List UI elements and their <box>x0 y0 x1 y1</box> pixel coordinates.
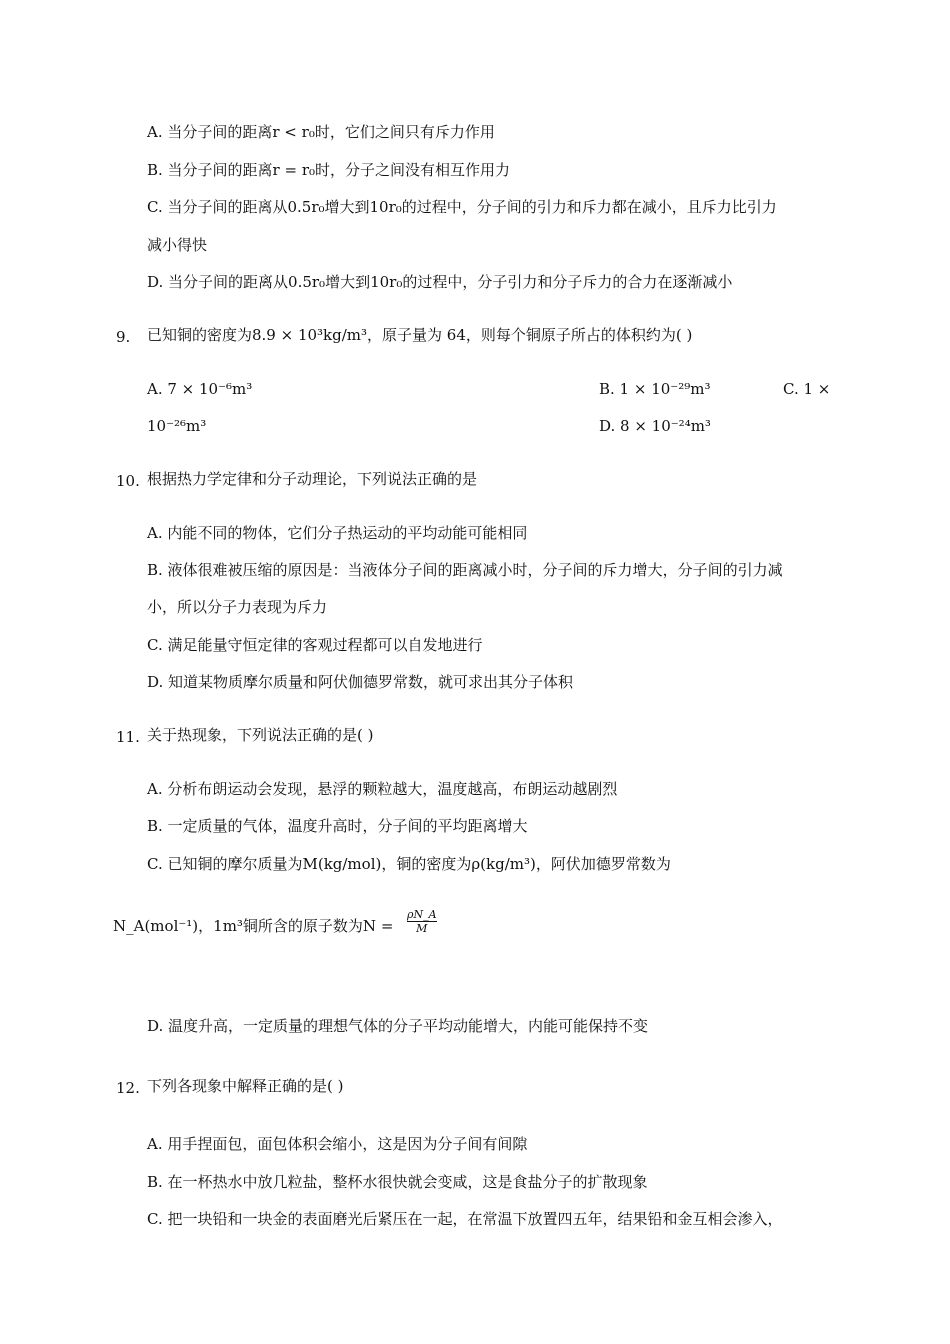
q10-option-b-line2: 小，所以分子力表现为斥力 <box>147 598 328 616</box>
q11-option-b: B. 一定质量的气体，温度升高时，分子间的平均距离增大 <box>147 817 528 835</box>
q10-stem: 根据热力学定律和分子动理论，下列说法正确的是 <box>147 470 478 488</box>
q11-fraction <box>407 909 437 934</box>
q8-option-a: A. 当分子间的距离r < r₀时，它们之间只有斥力作用 <box>147 123 495 141</box>
q10-option-c: C. 满足能量守恒定律的客观过程都可以自发地进行 <box>147 636 483 654</box>
q8-option-d: D. 当分子间的距离从0.5r₀增大到10r₀的过程中，分子引力和分子斥力的合力在逐渐减小 <box>147 273 733 291</box>
q12-option-a: A. 用手捏面包，面包体积会缩小，这是因为分子间有间隙 <box>147 1135 528 1153</box>
q10-option-a: A. 内能不同的物体，它们分子热运动的平均动能可能相同 <box>147 524 528 542</box>
q10-option-b-line1: B. 液体很难被压缩的原因是：当液体分子间的距离减小时，分子间的斥力增大，分子间的引力减 <box>147 561 783 579</box>
q8-option-b: B. 当分子间的距离r = r₀时，分子之间没有相互作用力 <box>147 161 511 179</box>
q11-option-c-line2: N_A(mol⁻¹)，1m³铜所含的原子数为N = <box>113 917 394 935</box>
q9-stem: 已知铜的密度为8.9 × 10³kg/m³，原子量为 64，则每个铜原子所占的体积约为( ) <box>147 326 693 344</box>
q11-option-d: D. 温度升高，一定质量的理想气体的分子平均动能增大，内能可能保持不变 <box>147 1017 649 1035</box>
q9-option-b: B. 1 × 10⁻²⁹m³ <box>599 380 711 398</box>
q12-stem: 下列各现象中解释正确的是( ) <box>147 1077 344 1095</box>
q9-option-c-line1: C. 1 × <box>783 380 831 398</box>
q11-stem: 关于热现象，下列说法正确的是( ) <box>147 726 374 744</box>
q11-fraction-denominator: M <box>416 922 428 935</box>
q12-option-b: B. 在一杯热水中放几粒盐，整杯水很快就会变咸，这是食盐分子的扩散现象 <box>147 1173 648 1191</box>
q8-option-c-line1: C. 当分子间的距离从0.5r₀增大到10r₀的过程中，分子间的引力和斥力都在减小，且斥力比引力 <box>147 198 777 216</box>
q8-option-c-line2: 减小得快 <box>147 236 208 254</box>
q12-option-c: C. 把一块铅和一块金的表面磨光后紧压在一起，在常温下放置四五年，结果铅和金互相会渗入， <box>147 1210 783 1228</box>
q11-option-a: A. 分析布朗运动会发现，悬浮的颗粒越大，温度越高，布朗运动越剧烈 <box>147 780 618 798</box>
q11-fraction-numerator: ρN_A <box>407 908 437 921</box>
q9-number: 9. <box>116 328 131 346</box>
q11-option-c-line1: C. 已知铜的摩尔质量为M(kg/mol)，铜的密度为ρ(kg/m³)，阿伏加德罗常数为 <box>147 855 671 873</box>
q9-option-d: D. 8 × 10⁻²⁴m³ <box>599 417 711 435</box>
q9-option-c-line2: 10⁻²⁶m³ <box>147 417 207 435</box>
q12-number: 12. <box>116 1079 140 1097</box>
q9-option-a: A. 7 × 10⁻⁶m³ <box>147 380 253 398</box>
q10-number: 10. <box>116 472 140 490</box>
q11-number: 11. <box>116 728 140 746</box>
q10-option-d: D. 知道某物质摩尔质量和阿伏伽德罗常数，就可求出其分子体积 <box>147 673 574 691</box>
